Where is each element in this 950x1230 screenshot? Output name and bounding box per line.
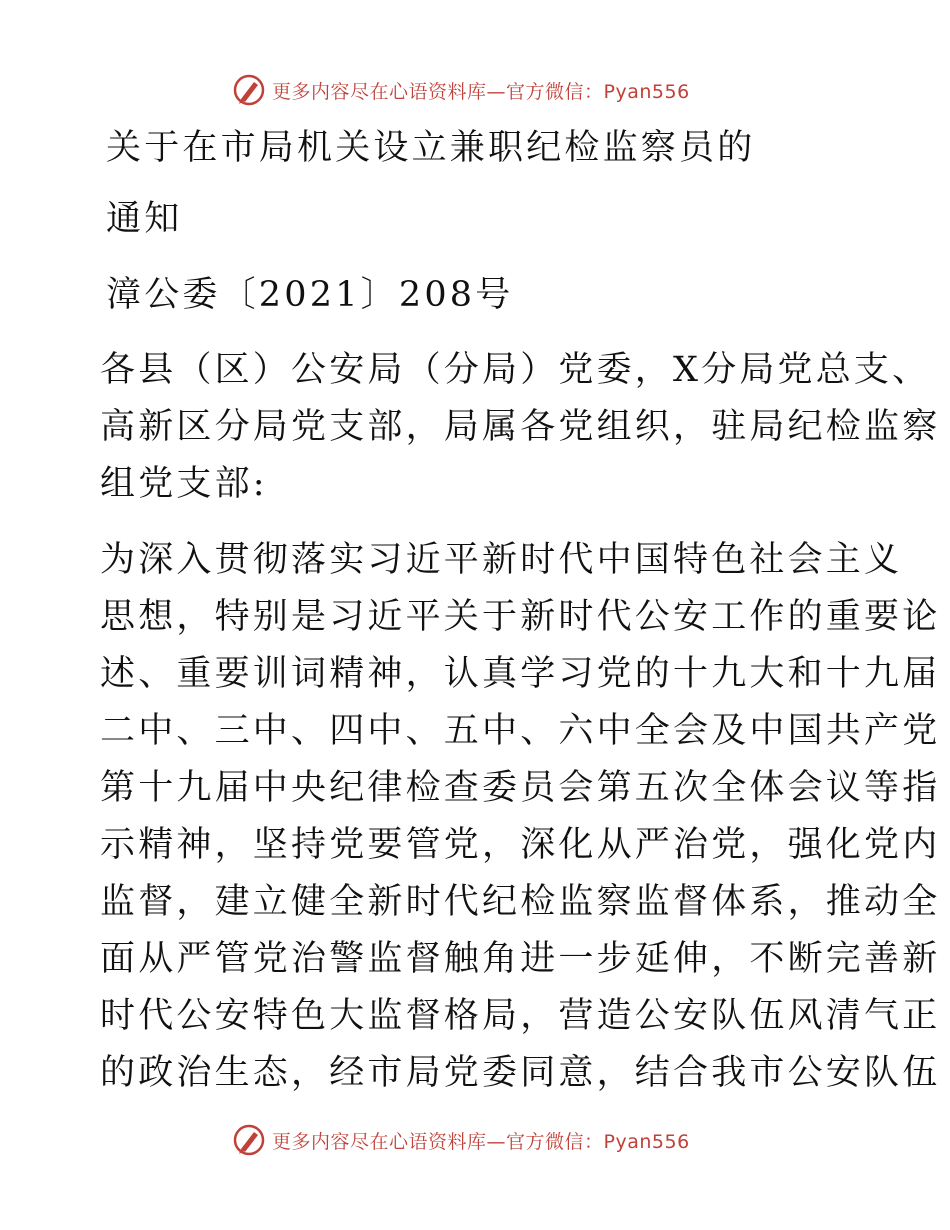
body-line-10: 的政治生态，经市局党委同意，结合我市公安队伍 [100, 1053, 941, 1093]
body-line-7: 监督，建立健全新时代纪检监察监督体系，推动全 [100, 882, 941, 922]
header-watermark-banner [232, 70, 690, 110]
body-line-1: 为深入贯彻落实习近平新时代中国特色社会主义 [100, 540, 903, 580]
watermark-wechat-id: Pyan556 [603, 80, 690, 103]
body-line-5: 第十九届中央纪律检查委员会第五次全体会议等指 [100, 768, 941, 808]
footer-watermark-banner [232, 1120, 690, 1160]
watermark-wechat-label: 官方微信： [506, 80, 604, 103]
addressee-line-2: 高新区分局党支部，局属各党组织，驻局纪检监察 [100, 407, 941, 447]
body-line-8: 面从严管党治警监督触角进一步延伸，不断完善新 [100, 939, 941, 979]
addressee-line-1: 各县（区）公安局（分局）党委，X分局党总支、 [100, 350, 931, 390]
body-line-3: 述、重要训词精神，认真学习党的十九大和十九届 [100, 654, 941, 694]
watermark-wechat-label: 官方微信： [506, 1130, 604, 1153]
watermark-main-text: 更多内容尽在心语资料库 [272, 1130, 487, 1153]
watermark-separator: — [486, 80, 507, 103]
watermark-text [272, 77, 690, 104]
document-number: 漳公委〔2021〕208号 [106, 275, 514, 315]
watermark-separator: — [486, 1130, 507, 1153]
body-line-9: 时代公安特色大监督格局，营造公安队伍风清气正 [100, 996, 941, 1036]
body-line-2: 思想，特别是习近平关于新时代公安工作的重要论 [100, 597, 941, 637]
pen-logo-icon [232, 73, 266, 107]
watermark-wechat-id: Pyan556 [603, 1130, 690, 1153]
watermark-main-text: 更多内容尽在心语资料库 [272, 80, 487, 103]
document-title-line-1: 关于在市局机关设立兼职纪检监察员的 [106, 128, 756, 168]
addressee-line-3: 组党支部: [100, 464, 268, 504]
body-line-6: 示精神，坚持党要管党，深化从严治党，强化党内 [100, 825, 941, 865]
body-line-4: 二中、三中、四中、五中、六中全会及中国共产党 [100, 711, 941, 751]
watermark-text [272, 1127, 690, 1154]
document-title-line-2: 通知 [106, 199, 183, 239]
pen-logo-icon [232, 1123, 266, 1157]
